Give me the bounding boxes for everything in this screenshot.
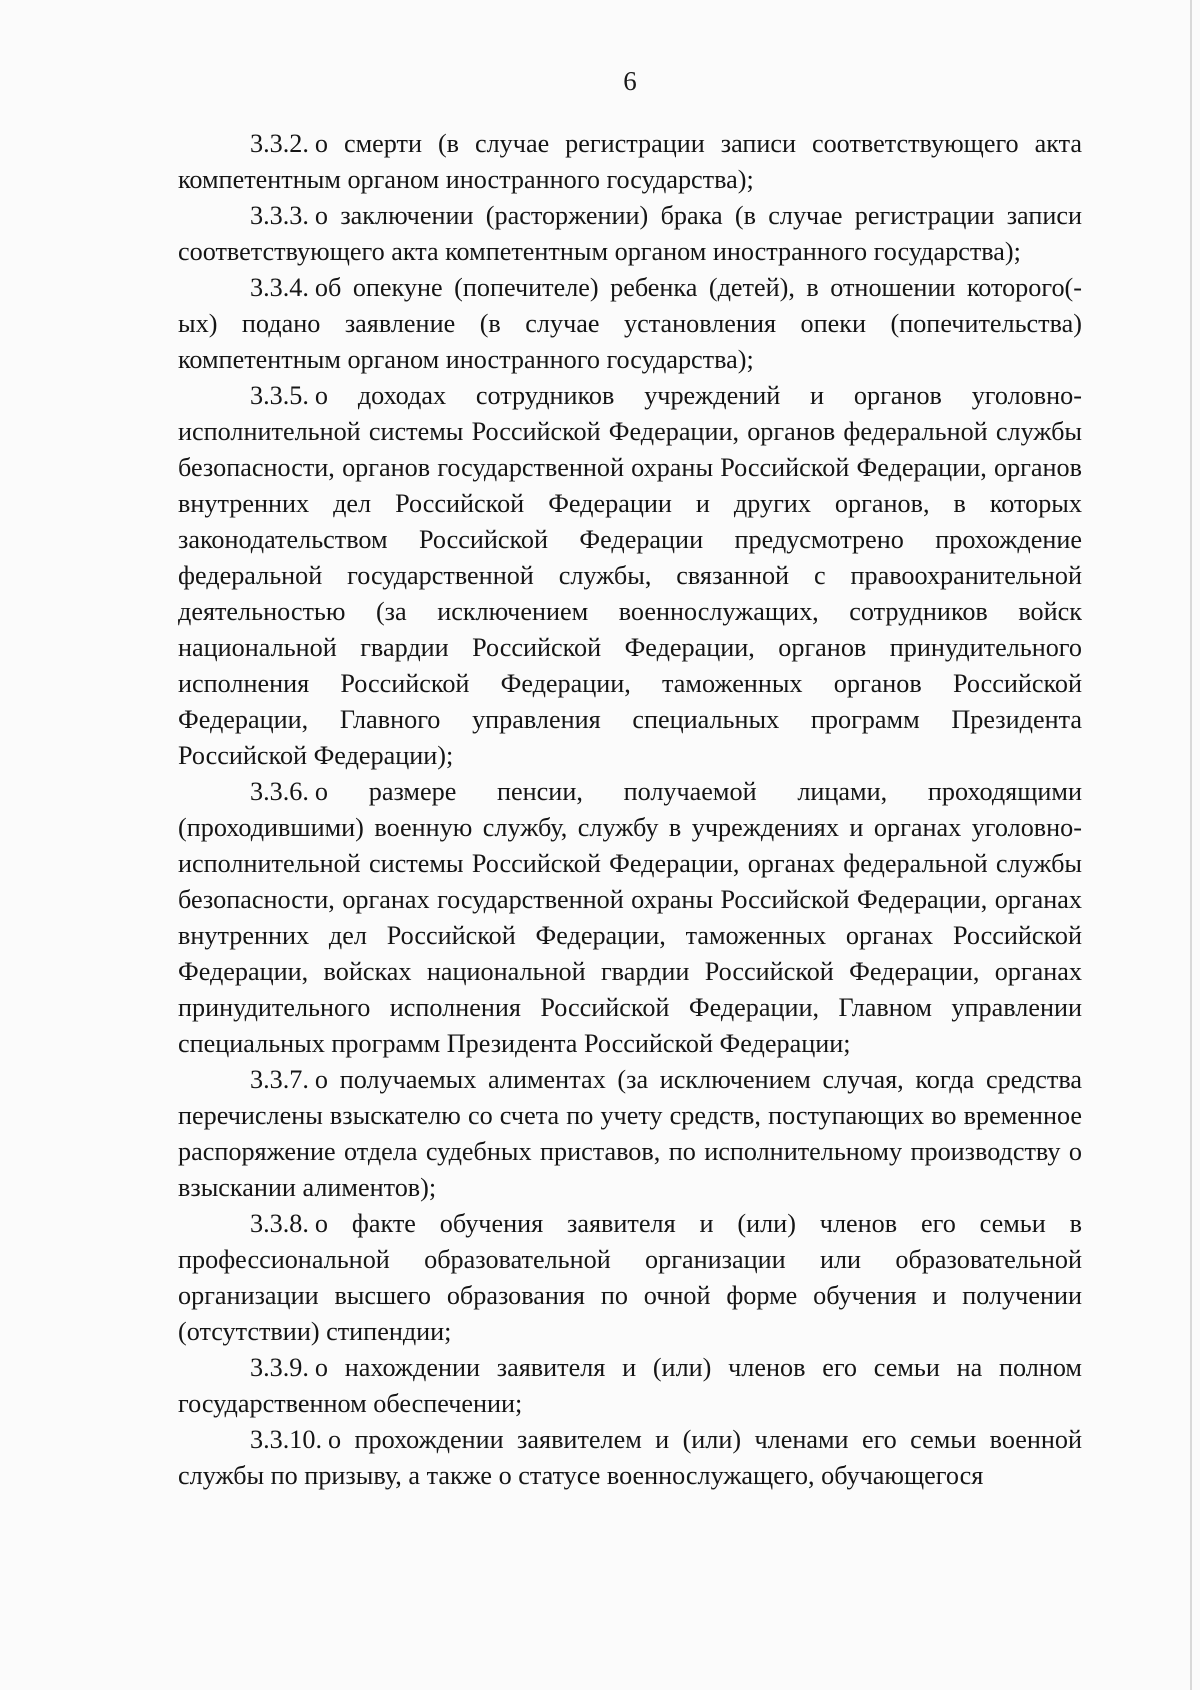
paragraph-3-3-9 xyxy=(178,1350,1082,1422)
scan-edge xyxy=(1190,0,1192,1690)
clause-number: 3.3.10. xyxy=(250,1425,323,1454)
paragraph-3-3-2 xyxy=(178,126,1082,198)
clause-text: о заключении (расторжении) брака (в случае регистрации записи соответствующего акта компетентным органом иностранного государства); xyxy=(178,201,1082,266)
clause-number: 3.3.6. xyxy=(250,777,309,806)
clause-number: 3.3.5. xyxy=(250,381,309,410)
paragraph-3-3-8 xyxy=(178,1206,1082,1350)
page-number: 6 xyxy=(623,66,637,96)
clause-text: о доходах сотрудников учреждений и органов уголовно-исполнительной системы Российской Федерации, органов федеральной службы безопасности, органов государственной охраны Российской Федерации, органов внутренних дел Российской Федерации и других органов, в которых законодательством Российской Федерации предусмотрено прохождение федеральной государственной службы, связанной с правоохранительной деятельностью (за исключением военнослужащих, сотрудников войск национальной гвардии Российской Федерации, органов принудительного исполнения Российской Федерации, таможенных органов Российской Федерации, Главного управления специальных программ Президента Российской Федерации); xyxy=(178,381,1082,770)
clause-text: о получаемых алиментах (за исключением случая, когда средства перечислены взыскателю со счета по учету средств, поступающих во временное распоряжение отдела судебных приставов, по исполнительному производству о взыскании алиментов); xyxy=(178,1065,1082,1202)
clause-text: о нахождении заявителя и (или) членов его семьи на полном государственном обеспечении; xyxy=(178,1353,1082,1418)
clause-text: о факте обучения заявителя и (или) членов его семьи в профессиональной образовательной организации или образовательной организации высшего образования по очной форме обучения и получении (отсутствии) стипендии; xyxy=(178,1209,1082,1346)
clause-number: 3.3.3. xyxy=(250,201,309,230)
clause-text: о прохождении заявителем и (или) членами его семьи военной службы по призыву, а также о статусе военнослужащего, обучающегося xyxy=(178,1425,1082,1490)
clause-number: 3.3.7. xyxy=(250,1065,309,1094)
clause-text: о размере пенсии, получаемой лицами, проходящими (проходившими) военную службу, службу в учреждениях и органах уголовно-исполнительной системы Российской Федерации, органах федеральной службы безопасности, органах государственной охраны Российской Федерации, органах внутренних дел Российской Федерации, таможенных органах Российской Федерации, войсках национальной гвардии Российской Федерации, органах принудительного исполнения Российской Федерации, Главном управлении специальных программ Президента Российской Федерации; xyxy=(178,777,1082,1058)
clause-number: 3.3.4. xyxy=(250,273,309,302)
paragraph-3-3-5 xyxy=(178,378,1082,774)
clause-number: 3.3.2. xyxy=(250,129,309,158)
paragraph-3-3-10 xyxy=(178,1422,1082,1494)
paragraph-3-3-4 xyxy=(178,270,1082,378)
clause-number: 3.3.9. xyxy=(250,1353,309,1382)
document-body xyxy=(178,126,1082,1494)
paragraph-3-3-3 xyxy=(178,198,1082,270)
paragraph-3-3-6 xyxy=(178,774,1082,1062)
paragraph-3-3-7 xyxy=(178,1062,1082,1206)
clause-text: о смерти (в случае регистрации записи соответствующего акта компетентным органом иностранного государства); xyxy=(178,129,1082,194)
clause-text: об опекуне (попечителе) ребенка (детей), в отношении которого(-ых) подано заявление (в случае установления опеки (попечительства) компетентным органом иностранного государства); xyxy=(178,273,1082,374)
clause-number: 3.3.8. xyxy=(250,1209,309,1238)
